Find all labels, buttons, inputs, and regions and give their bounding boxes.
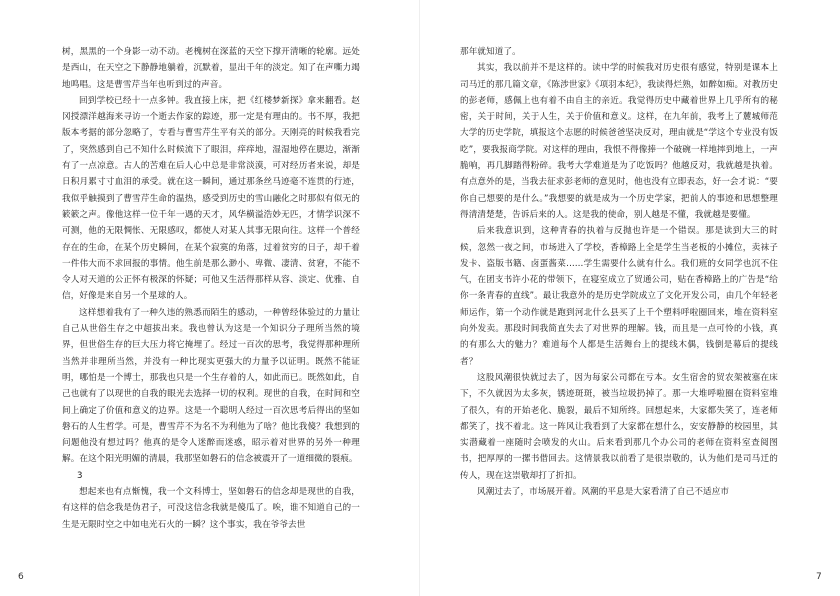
paragraph-continued: 那年就知道了。	[460, 47, 521, 57]
right-page	[420, 0, 840, 596]
paragraph: 其实，我以前并不是这样的。读中学的时候我对历史很有感觉，特别是课本上司马迁的那几篇文章，《陈涉世家》《项羽本纪》，我读得烂熟，如醉如痴。对教历史的彭老师，感佩上也有着不由自主的亲近。我觉得历史中藏着世界上几乎所有的秘密，关于时间，关于人生，关于价值和意义。这样，在九年前，我考上了麓城师范大学的历史学院，填报这个志愿的时候爸爸坚决反对，理由就是“学这个专业没有饭吃”，要我报商学院。对这样的理由，我恨不得像捧一个破碗一样地摔到地上，一声脆响，再几脚踏得粉碎。我考大学难道是为了吃饭吗？他越反对，我就越是执着。有点意外的是，当我去征求彭老师的意见时，他也没有立即表态，好一会才说：“要你自己想要的是什么。”我想要的就是成为一个历史学家，把前人的事迹和思想整理得清清楚楚，告诉后来的人。这是我的使命，别人越是不懂，我就越是要懂。	[460, 63, 778, 220]
paragraph: 回到学校已经十一点多钟。我直接上床，把《红楼梦新探》拿来翻看。赵冈授漂洋越海来寻访一个逝去作家的踪迹，那一定是有理由的。书不厚，我把版本考据的部分忽略了，专看与曹雪芹生平有关的部分。天刚亮的时候我看完了，突然感到自己不知什么时候流下了眼泪，痒痒地，湿湿地停在腮边，渐渐有了一点凉意。古人的苦难在后人心中总是非常淡漠，可对经历者来说，却是日积月累寸寸血泪的承受。就在这一瞬间，通过那条丝马迹毫不连贯的行迹，我似乎触摸到了曹雪芹生命的温热，感受到历史的雪山融化之时那似有似无的簌簌之声。像他这样一位千年一遇的天才，风华横溢浩妙无匹，才情学识深不可测，他的无限惆怅、无限感叹，都使人对某人其事无限向往。这样一个普经存在的生命，在某个历史瞬间，在某个寂寞的角落，过着贫穷的日子，却千着一件伟大而不求回报的事情。他生前是那么渺小、卑微、凄清、贫窘，不能不令人对天道的公正怀有极深的怀疑；可他又生活得那样从容、淡定、优雅、自信，好像是来自另一个星球的人。	[62, 95, 360, 302]
page-number: 7	[816, 572, 822, 582]
paragraph: 这股风潮很快就过去了，因为每家公司都在亏本。女生宿舍的贸农架被塞在床下，不久就因为太多灰，锈迹斑斑，被当垃圾扔掉了。那一大堆呼啦圈在资料室堆了很久，有的开始老化、脆裂，最后不知所终。回想起来，大家都失笑了，连老师都笑了，找不着北。这一阵风让我看到了大家都在想什么，安安静静的校园里，其实潜藏着一座随时会喷发的火山。后来看到那几个办公司的老师在资料室查阅图书，把厚厚的一摞书借回去。这情景我以前看了是很崇敬的，认为他们是司马迁的传人，现在这崇敬却打了折扣。	[460, 372, 778, 481]
left-page-text	[62, 44, 360, 533]
paragraph: 这样想着我有了一种久违的熟悉而陌生的感动，一种曾经体验过的力量让自己从世俗生存之中超拔出来。我也曾认为这是一个知识分子理所当然的境界，但世俗生存的巨大压力将它掩埋了。经过一百次的思考，我觉得那种理所当然并非理所当然，并没有一种比现实更强大的力量予以证明。既然不能证明，哪怕是一个博士，那我也只是一个生存着的人，如此而已。既然如此，自己也就有了以现世的自我的眼光去选择一切的权利。现世的自我，在时间和空间上确定了价值和意义的边界。这是一个聪明人经过一百次思考后得出的坚如磐石的人生哲学。可是，曹雪芹不为名不为利他为了啥？他比我傻？我想到的问题他没有想过吗？他真的是令人迷醉而迷惑，昭示着对世界的另外一种理解。在这个阳光明媚的清晨，我那坚如磐石的信念被震开了一道细微的裂痕。	[62, 307, 360, 465]
section-number: 3	[77, 470, 83, 481]
paragraph: 想起来也有点惭愧，我一个文科博士，坚如磐石的信念却是现世的自我，有这样的信念我是伪君子，可没这信念我就是傻瓜了。唉，谁不知道自己的一生是无限时空之中如电光石火的一瞬？这个事实，我在爷爷去世	[62, 487, 360, 530]
page-number: 6	[18, 572, 24, 582]
paragraph: 风潮过去了，市场展开着。风潮的平息是大家看清了自己不适应市	[477, 487, 730, 498]
paragraph-continued: 树，黑黑的一个身影一动不动。老槐树在深蓝的天空下撑开清晰的轮廓。远处是西山，在天空之下静静地躺着，沉默着，显出千年的淡定。知了在声嘶力竭地鸣唱。这是曹雪芹当年也听到过的声音。	[62, 47, 360, 90]
paragraph: 后来我意识到，这种青春的执着与反抛也许是一个错误。那是读到大三的时候，忽然一夜之间，市场进入了学校，香樟路上全是学生当老板的小摊位，卖袜子发卡、盗版书籍、卤蛋酱菜……学生需要什么就有什么。我们班的女同学也沉不住气，在团支书许小花的带领下，在寝室成立了贸通公司，贴在香樟路上的广告是“给你一条青春的直线”。最让我意外的是历史学院成立了文化开发公司，由几个年轻老师运作，第一个动作就是跑到河北什么县买了上千个塑料呼啦圈回来，堆在资料室向外发卖。那段时间我简直失去了对世界的理解。钱，而且是一点可怜的小钱，真的有那么大的魅力？难道每个人都是生活舞台上的提线木偶，钱倒是幕后的提线者？	[460, 226, 778, 367]
right-page-text	[460, 44, 778, 500]
